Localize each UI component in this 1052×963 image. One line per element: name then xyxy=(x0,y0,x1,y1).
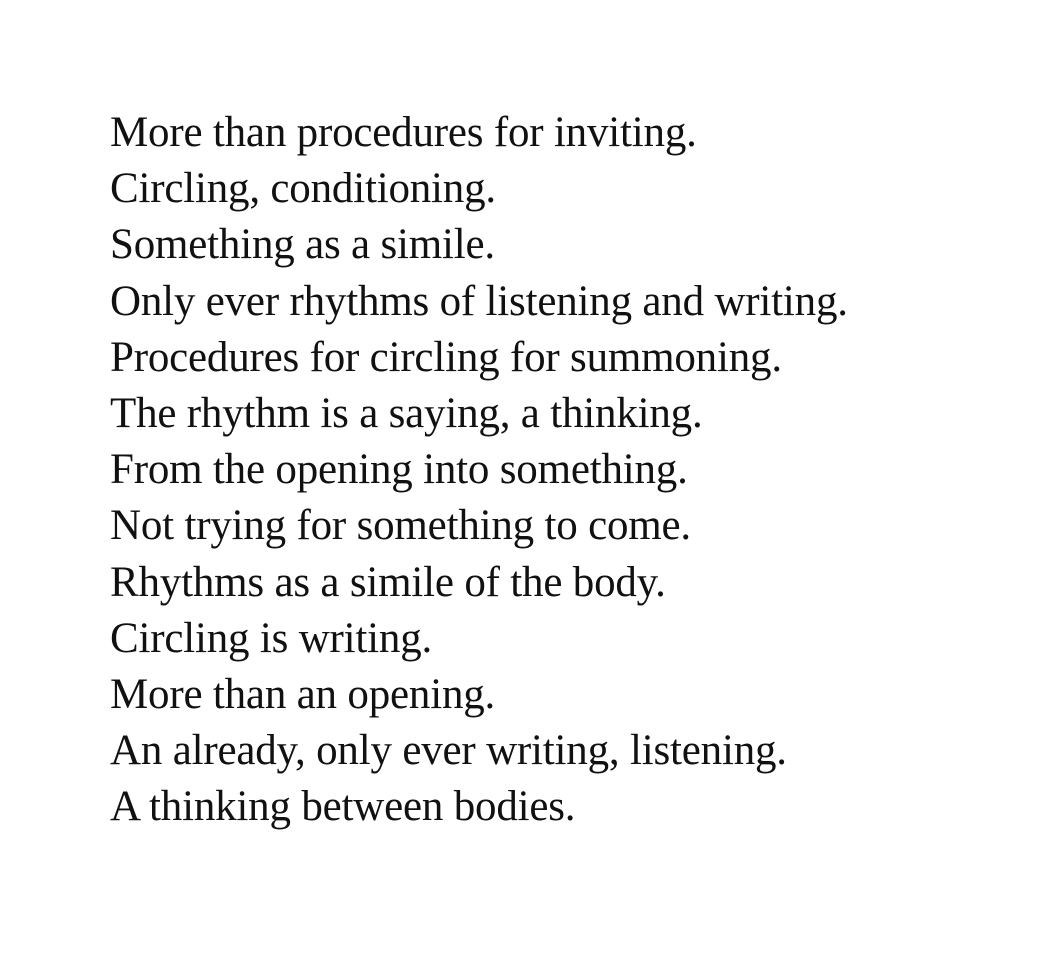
poem-line: Only ever rhythms of listening and writing. xyxy=(110,277,848,325)
poem-line: Not trying for something to come. xyxy=(110,502,691,550)
poem-line: Circling, conditioning. xyxy=(110,165,496,213)
poem-line: Circling is writing. xyxy=(110,614,433,662)
poem-text xyxy=(110,105,848,836)
poem-line: Something as a simile. xyxy=(110,221,495,269)
poem-line: Rhythms as a simile of the body. xyxy=(110,558,666,606)
poem-line: An already, only ever writing, listening. xyxy=(110,727,787,775)
poem-line: The rhythm is a saying, a thinking. xyxy=(110,390,703,438)
poem-line: A thinking between bodies. xyxy=(110,783,576,831)
poem-line: More than procedures for inviting. xyxy=(110,109,697,156)
poem-line: More than an opening. xyxy=(110,671,496,719)
poem-line: Procedures for circling for summoning. xyxy=(110,333,782,381)
poem-line: From the opening into something. xyxy=(110,446,688,494)
